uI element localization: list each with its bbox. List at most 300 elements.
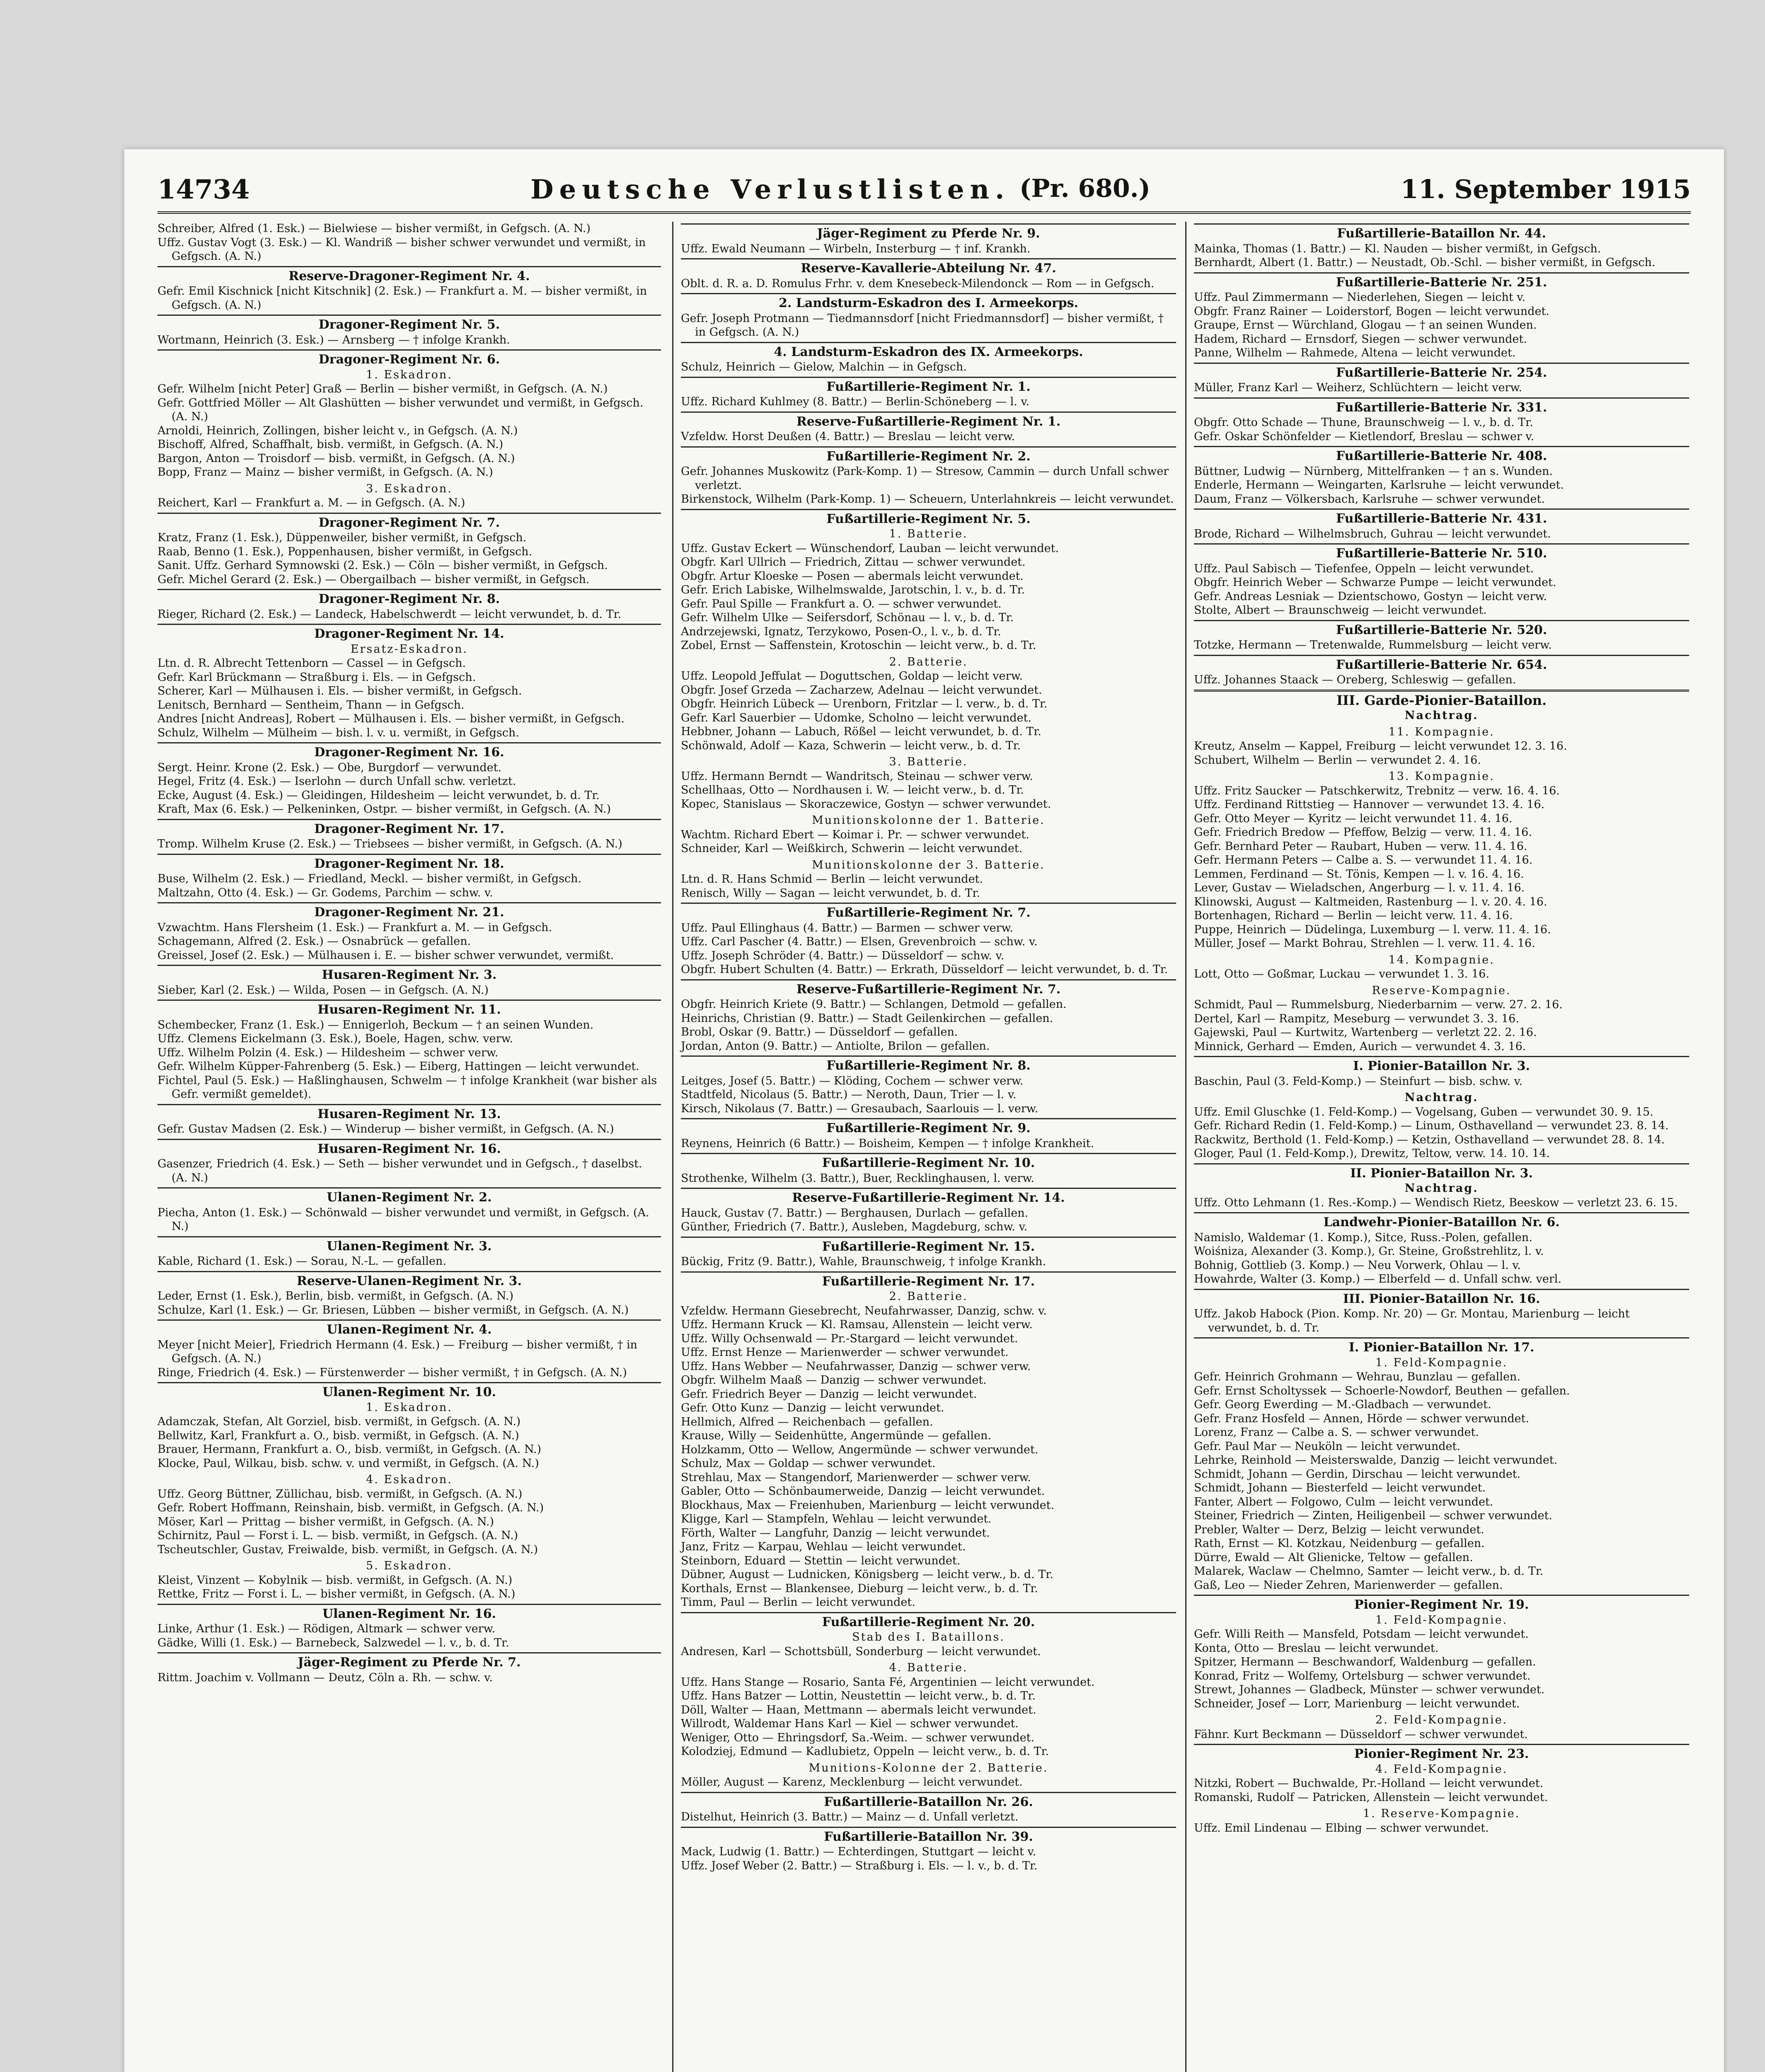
casualty-entry: Ringe, Friedrich (4. Esk.) — Fürstenwerder — bisher vermißt, † in Gefgsch. (A. N.) <box>157 1366 627 1379</box>
subunit-heading: Nachtrag. <box>1404 1182 1479 1195</box>
casualty-entry: Graupe, Ernst — Würchland, Glogau — † an seinen Wunden. <box>1194 319 1537 332</box>
casualty-entry: Gefr. Wilhelm Ulke — Seifersdorf, Schönau — l. v., b. d. Tr. <box>681 611 1014 624</box>
subunit-heading: 11. Kompagnie. <box>1388 725 1495 738</box>
casualty-entry: Schmidt, Johann — Biesterfeld — leicht verwundet. <box>1194 1481 1486 1494</box>
casualty-entry: Gefr. Andreas Lesniak — Dzientschowo, Gostyn — leicht verw. <box>1194 590 1547 603</box>
casualty-entry: Enderle, Hermann — Weingarten, Karlsruhe — leicht verwundet. <box>1194 479 1564 491</box>
section-block <box>1194 1713 1689 1741</box>
casualty-entry: Renisch, Willy — Sagan — leicht verwundet, b. d. Tr. <box>681 886 980 900</box>
unit-heading: Dragoner-Regiment Nr. 7. <box>157 513 661 530</box>
section-block <box>1194 543 1689 617</box>
casualty-entry: Brauer, Hermann, Frankfurt a. O., bisb. vermißt, in Gefgsch. (A. N.) <box>157 1443 541 1456</box>
issue-number: (Pr. 680.) <box>1019 174 1150 203</box>
section-block <box>681 509 1176 653</box>
casualty-entry: Vzwachtm. Hans Flersheim (1. Esk.) — Frankfurt a. M. — in Gefgsch. <box>157 921 552 934</box>
casualty-entry: Andrzejewski, Ignatz, Terzykowo, Posen-O., l. v., b. d. Tr. <box>681 625 1001 638</box>
section-block <box>681 755 1176 811</box>
casualty-entry: Uffz. Otto Lehmann (1. Res.-Komp.) — Wendisch Rietz, Beeskow — verletzt 23. 6. 15. <box>1194 1196 1678 1209</box>
section-block <box>157 965 661 997</box>
casualty-entry: Rittm. Joachim v. Vollmann — Deutz, Cöln a. Rh. — schw. v. <box>157 1671 493 1684</box>
section-block <box>681 1118 1176 1150</box>
casualty-entry: Kraft, Max (6. Esk.) — Pelkeninken, Ostpr. — bisher vermißt, in Gefgsch. (A. N.) <box>157 803 611 816</box>
casualty-entry: Gefr. Hermann Peters — Calbe a. S. — verwundet 11. 4. 16. <box>1194 854 1533 867</box>
section-block <box>681 411 1176 444</box>
section-block <box>157 1104 661 1136</box>
casualty-entry: Leitges, Josef (5. Battr.) — Klöding, Cochem — schwer verw. <box>681 1074 1024 1087</box>
unit-heading: Fußartillerie-Batterie Nr. 520. <box>1194 620 1689 637</box>
casualty-entry: Greissel, Josef (2. Esk.) — Mülhausen i. E. — bisher schwer verwundet, vermißt. <box>157 949 614 962</box>
casualty-entry: Uffz. Fritz Saucker — Patschkerwitz, Trebnitz — verw. 16. 4. 16. <box>1194 784 1560 797</box>
subunit-heading: Munitionskolonne der 1. Batterie. <box>812 814 1045 827</box>
casualty-entry: Heinrichs, Christian (9. Battr.) — Stadt Geilenkirchen — gefallen. <box>681 1012 1053 1025</box>
unit-heading: Fußartillerie-Batterie Nr. 408. <box>1194 446 1689 463</box>
casualty-entry: Tromp. Wilhelm Kruse (2. Esk.) — Triebsees — bisher vermißt, in Gefgsch. (A. N.) <box>157 838 622 850</box>
unit-heading: Fußartillerie-Regiment Nr. 2. <box>681 446 1176 464</box>
casualty-entry: Zobel, Ernst — Saffenstein, Krotoschin — leicht verw., b. d. Tr. <box>681 639 1036 652</box>
casualty-entry: Uffz. Georg Büttner, Züllichau, bisb. vermißt, in Gefgsch. (A. N.) <box>157 1487 523 1501</box>
casualty-entry: Schmidt, Johann — Gerdin, Dirschau — leicht verwundet. <box>1194 1467 1521 1481</box>
casualty-entry: Obgfr. Heinrich Lübeck — Urenborn, Fritzlar — l. verw., b. d. Tr. <box>681 697 1048 710</box>
casualty-entry: Sanit. Uffz. Gerhard Symnowski (2. Esk.) — Cöln — bisher vermißt, in Gefgsch. <box>157 559 608 572</box>
casualty-entry: Howahrde, Walter (3. Komp.) — Elberfeld — d. Unfall schw. verl. <box>1194 1273 1562 1285</box>
casualty-entry: Ltn. d. R. Albrecht Tettenborn — Cassel — in Gefgsch. <box>157 657 466 670</box>
casualty-entry: Gefr. Otto Meyer — Kyritz — leicht verwundet 11. 4. 16. <box>1194 812 1513 825</box>
subunit-heading: 14. Kompagnie. <box>1388 953 1495 966</box>
unit-heading: Dragoner-Regiment Nr. 5. <box>157 315 661 332</box>
section-block <box>1194 620 1689 652</box>
casualty-entry: Bargon, Anton — Troisdorf — bisb. vermißt, in Gefgsch. (A. N.) <box>157 452 515 465</box>
unit-heading: Jäger-Regiment zu Pferde Nr. 9. <box>681 223 1176 241</box>
casualty-entry: Konrad, Fritz — Wolfemy, Ortelsburg — schwer verwundet. <box>1194 1669 1531 1682</box>
unit-heading: Dragoner-Regiment Nr. 16. <box>157 742 661 760</box>
section-block <box>157 1382 661 1470</box>
unit-heading: Reserve-Dragoner-Regiment Nr. 4. <box>157 266 661 283</box>
unit-heading: III. Garde-Pionier-Bataillon. <box>1194 690 1689 708</box>
casualty-entry: Gabler, Otto — Schönbaumerweide, Danzig — leicht verwundet. <box>681 1485 1045 1498</box>
section-block <box>1194 1337 1689 1592</box>
casualty-entry: Konta, Otto — Breslau — leicht verwundet. <box>1194 1641 1439 1655</box>
casualty-entry: Uffz. Gustav Eckert — Wünschendorf, Lauban — leicht verwundet. <box>681 542 1059 555</box>
casualty-entry: Strehlau, Max — Stangendorf, Marienwerder — schwer verw. <box>681 1471 1031 1484</box>
casualty-entry: Linke, Arthur (1. Esk.) — Rödigen, Altmark — schwer verw. <box>157 1622 496 1635</box>
section-block <box>157 1559 661 1601</box>
casualty-entry: Kirsch, Nikolaus (7. Battr.) — Gresaubach, Saarlouis — l. verw. <box>681 1102 1039 1115</box>
section-block <box>681 1661 1176 1759</box>
unit-heading: Fußartillerie-Batterie Nr. 654. <box>1194 655 1689 672</box>
casualty-entry: Gefr. Robert Hoffmann, Reinshain, bisb. vermißt, in Gefgsch. (A. N.) <box>157 1501 544 1514</box>
section-block <box>681 223 1176 256</box>
section-block <box>157 1319 661 1380</box>
casualty-entry: Bischoff, Alfred, Schaffhalt, bisb. vermißt, in Gefgsch. (A. N.) <box>157 438 504 451</box>
casualty-entry: Schubert, Wilhelm — Berlin — verwundet 2. 4. 16. <box>1194 753 1481 767</box>
casualty-entry: Gefr. Otto Kunz — Danzig — leicht verwundet. <box>681 1402 944 1414</box>
casualty-entry: Kreutz, Anselm — Kappel, Freiburg — leicht verwundet 12. 3. 16. <box>1194 740 1567 753</box>
casualty-entry: Maltzahn, Otto (4. Esk.) — Gr. Godems, Parchim — schw. v. <box>157 886 493 899</box>
casualty-entry: Raab, Benno (1. Esk.), Poppenhausen, bisher vermißt, in Gefgsch. <box>157 545 533 558</box>
unit-heading: Ulanen-Regiment Nr. 2. <box>157 1187 661 1205</box>
subunit-heading: 2. Batterie. <box>889 1290 968 1303</box>
casualty-entry: Willrodt, Waldemar Hans Karl — Kiel — schwer verwundet. <box>681 1717 1019 1730</box>
unit-heading: Dragoner-Regiment Nr. 14. <box>157 624 661 641</box>
casualty-entry: Woiśniza, Alexander (3. Komp.), Gr. Steine, Großstrehlitz, l. v. <box>1194 1245 1544 1258</box>
section-block <box>157 589 661 621</box>
casualty-entry: Schönwald, Adolf — Kaza, Schwerin — leicht verw., b. d. Tr. <box>681 739 1021 752</box>
unit-heading: Fußartillerie-Regiment Nr. 5. <box>681 509 1176 526</box>
casualty-entry: Schulz, Wilhelm — Mülheim — bish. l. v. u. vermißt, in Gefgsch. <box>157 726 519 739</box>
casualty-entry: Gefr. Bernhard Peter — Raubart, Huben — verw. 11. 4. 16. <box>1194 840 1528 853</box>
casualty-entry: Klocke, Paul, Wilkau, bisb. schw. v. und vermißt, in Gefgsch. (A. N.) <box>157 1457 539 1470</box>
issue-date: 11. September 1915 <box>1400 174 1691 204</box>
subunit-heading: 2. Feld-Kompagnie. <box>1375 1714 1508 1726</box>
section-block <box>157 742 661 816</box>
subunit-heading: 13. Kompagnie. <box>1388 770 1495 783</box>
casualty-entry: Hauck, Gustav (7. Battr.) — Berghausen, Durlach — gefallen. <box>681 1206 1029 1220</box>
unit-heading: Fußartillerie-Bataillon Nr. 39. <box>681 1827 1176 1844</box>
casualty-entry: Uffz. Joseph Schröder (4. Battr.) — Düsseldorf — schw. v. <box>681 949 1005 962</box>
casualty-entry: Namislo, Waldemar (1. Komp.), Sitce, Russ.-Polen, gefallen. <box>1194 1231 1533 1244</box>
casualty-entry: Mainka, Thomas (1. Battr.) — Kl. Nauden — bisher vermißt, in Gefgsch. <box>1194 242 1601 255</box>
section-block <box>157 819 661 851</box>
casualty-entry: Nitzki, Robert — Buchwalde, Pr.-Holland — leicht verwundet. <box>1194 1777 1544 1790</box>
section-block <box>157 1000 661 1101</box>
section-block <box>1194 1091 1689 1161</box>
casualty-entry: Korthals, Ernst — Blankensee, Dieburg — leicht verw., b. d. Tr. <box>681 1582 1038 1595</box>
casualty-entry: Gefr. Johannes Muskowitz (Park-Komp. 1) — Stresow, Cammin — durch Unfall schwer verletzt. <box>681 465 1169 492</box>
subunit-heading: 4. Eskadron. <box>366 1473 453 1486</box>
unit-heading: I. Pionier-Bataillon Nr. 3. <box>1194 1056 1689 1073</box>
casualty-entry: Schulz, Max — Goldap — schwer verwundet. <box>681 1457 936 1470</box>
unit-heading: Landwehr-Pionier-Bataillon Nr. 6. <box>1194 1212 1689 1230</box>
section-block <box>681 1792 1176 1824</box>
casualty-entry: Gefr. Georg Ewerding — M.-Gladbach — verwundet. <box>1194 1398 1491 1411</box>
casualty-entry: Uffz. Carl Pascher (4. Battr.) — Elsen, Grevenbroich — schw. v. <box>681 935 1038 948</box>
casualty-entry: Schreiber, Alfred (1. Esk.) — Bielwiese — bisher vermißt, in Gefgsch. (A. N.) <box>157 222 591 235</box>
unit-heading: Fußartillerie-Regiment Nr. 9. <box>681 1118 1176 1135</box>
casualty-entry: Schulz, Heinrich — Gielow, Malchin — in Gefgsch. <box>681 361 967 373</box>
newspaper-page <box>124 149 1724 2072</box>
casualty-entry: Lehrke, Reinhold — Meisterswalde, Danzig — leicht verwundet. <box>1194 1454 1558 1467</box>
casualty-entry: Uffz. Jakob Habock (Pion. Komp. Nr. 20) — Gr. Montau, Marienburg — leicht verwundet, b. d. Tr. <box>1194 1307 1630 1334</box>
casualty-entry: Uffz. Paul Ellinghaus (4. Battr.) — Barmen — schwer verw. <box>681 921 1013 934</box>
unit-heading: Fußartillerie-Batterie Nr. 254. <box>1194 363 1689 380</box>
casualty-entry: Gefr. Gustav Madsen (2. Esk.) — Winderup — bisher vermißt, in Gefgsch. (A. N.) <box>157 1123 614 1135</box>
subunit-heading: Reserve-Kompagnie. <box>1372 984 1511 997</box>
casualty-entry: Uffz. Paul Sabisch — Tiefenfee, Oppeln — leicht verwundet. <box>1194 562 1534 575</box>
casualty-entry: Andres [nicht Andreas], Robert — Mülhausen i. Els. — bisher vermißt, in Gefgsch. <box>157 712 625 725</box>
casualty-entry: Bückig, Fritz (9. Battr.), Wahle, Braunschweig, † infolge Krankh. <box>681 1255 1046 1268</box>
casualty-entry: Rath, Ernst — Kl. Kotzkau, Neidenburg — gefallen. <box>1194 1537 1485 1550</box>
casualty-entry: Bopp, Franz — Mainz — bisher vermißt, in Gefgsch. (A. N.) <box>157 466 493 479</box>
section-block <box>1194 1289 1689 1335</box>
casualty-entry: Gefr. Richard Redin (1. Feld-Komp.) — Linum, Osthavelland — verwundet 23. 8. 14. <box>1194 1119 1669 1132</box>
casualty-entry: Gefr. Karl Sauerbier — Udomke, Scholno — leicht verwundet. <box>681 711 1031 724</box>
casualty-entry: Hadem, Richard — Ernsdorf, Siegen — schwer verwundet. <box>1194 332 1527 346</box>
casualty-entry: Uffz. Richard Kuhlmey (8. Battr.) — Berlin-Schöneberg — l. v. <box>681 395 1030 408</box>
section-block <box>681 1153 1176 1185</box>
casualty-entry: Dürre, Ewald — Alt Glienicke, Teltow — gefallen. <box>1194 1551 1473 1564</box>
casualty-entry: Romanski, Rudolf — Patricken, Allenstein — leicht verwundet. <box>1194 1791 1548 1804</box>
subunit-heading: 4. Feld-Kompagnie. <box>1375 1762 1508 1776</box>
casualty-entry: Brobl, Oskar (9. Battr.) — Düsseldorf — gefallen. <box>681 1026 958 1038</box>
subunit-heading: 1. Feld-Kompagnie. <box>1375 1613 1508 1627</box>
casualty-entry: Strewt, Johannes — Gladbeck, Münster — schwer verwundet. <box>1194 1683 1545 1696</box>
section-block <box>157 624 661 740</box>
casualty-entry: Uffz. Gustav Vogt (3. Esk.) — Kl. Wandriß — bisher schwer verwundet und vermißt, in Gefgsch. (A. N.) <box>157 236 646 263</box>
section-block <box>1194 690 1689 723</box>
section-block <box>681 293 1176 339</box>
casualty-entry: Scherer, Karl — Mülhausen i. Els. — bisher vermißt, in Gefgsch. <box>157 685 522 697</box>
casualty-entry: Baschin, Paul (3. Feld-Komp.) — Steinfurt — bisb. schw. v. <box>1194 1075 1523 1088</box>
casualty-entry: Tscheutschler, Gustav, Freiwalde, bisb. vermißt, in Gefgsch. (A. N.) <box>157 1543 538 1556</box>
casualty-entry: Minnick, Gerhard — Emden, Aurich — verwundet 4. 3. 16. <box>1194 1040 1526 1053</box>
casualty-entry: Uffz. Emil Lindenau — Elbing — schwer verwundet. <box>1194 1821 1489 1835</box>
subunit-heading: Stab des I. Bataillons. <box>852 1631 1005 1644</box>
unit-heading: Fußartillerie-Regiment Nr. 15. <box>681 1237 1176 1254</box>
casualty-entry: Gefr. Emil Kischnick [nicht Kitschnik] (2. Esk.) — Frankfurt a. M. — bisher vermißt, in Gefgsch. (A. N.) <box>157 285 647 312</box>
casualty-entry: Gefr. Erich Labiske, Wilhelmswalde, Jarotschin, l. v., b. d. Tr. <box>681 583 1025 596</box>
casualty-entry: Obgfr. Artur Kloeske — Posen — abermals leicht verwundet. <box>681 569 1024 583</box>
section-block <box>1194 223 1689 270</box>
casualty-entry: Reichert, Karl — Frankfurt a. M. — in Gefgsch. (A. N.) <box>157 496 465 509</box>
casualty-entry: Schirnitz, Paul — Forst i. L. — bisb. vermißt, in Gefgsch. (A. N.) <box>157 1529 518 1542</box>
casualty-entry: Günther, Friedrich (7. Battr.), Ausleben, Magdeburg, schw. v. <box>681 1220 1028 1233</box>
section-block <box>157 902 661 962</box>
casualty-entry: Lever, Gustav — Wieladschen, Angerburg — l. v. 11. 4. 16. <box>1194 881 1525 894</box>
unit-heading: Fußartillerie-Regiment Nr. 1. <box>681 377 1176 394</box>
subunit-heading: 2. Batterie. <box>889 655 968 668</box>
unit-heading: Fußartillerie-Bataillon Nr. 44. <box>1194 223 1689 241</box>
casualty-entry: Gefr. Willi Reith — Mansfeld, Potsdam — leicht verwundet. <box>1194 1628 1529 1641</box>
section-block <box>1194 272 1689 360</box>
section-block <box>157 854 661 900</box>
section-block <box>1194 1595 1689 1711</box>
unit-heading: Husaren-Regiment Nr. 13. <box>157 1104 661 1121</box>
unit-heading: Fußartillerie-Regiment Nr. 20. <box>681 1612 1176 1629</box>
casualty-entry: Weniger, Otto — Ehringsdorf, Sa.-Weim. — schwer verwundet. <box>681 1731 1034 1744</box>
unit-heading: Fußartillerie-Regiment Nr. 10. <box>681 1153 1176 1170</box>
casualty-entry: Ltn. d. R. Hans Schmid — Berlin — leicht verwundet. <box>681 873 983 886</box>
casualty-entry: Gefr. Gottfried Möller — Alt Glashütten — bisher verwundet und vermißt, in Gefgsch. (A. N.) <box>157 396 644 423</box>
casualty-entry: Lenitsch, Bernhard — Sentheim, Thann — in Gefgsch. <box>157 698 465 712</box>
casualty-entry: Lemmen, Ferdinand — St. Tönis, Kempen — l. v. 16. 4. 16. <box>1194 867 1524 881</box>
casualty-entry: Adamczak, Stefan, Alt Gorziel, bisb. vermißt, in Gefgsch. (A. N.) <box>157 1415 521 1428</box>
casualty-entry: Müller, Franz Karl — Weiherz, Schlüchtern — leicht verw. <box>1194 381 1522 394</box>
casualty-entry: Gasenzer, Friedrich (4. Esk.) — Seth — bisher verwundet und in Gefgsch., † daselbst. (A. N.) <box>157 1157 642 1184</box>
casualty-entry: Gefr. Karl Brückmann — Straßburg i. Els. — in Gefgsch. <box>157 670 476 684</box>
casualty-entry: Uffz. Clemens Eickelmann (3. Esk.), Boele, Hagen, schw. verw. <box>157 1032 513 1045</box>
section-block <box>681 377 1176 409</box>
casualty-entry: Obgfr. Franz Rainer — Loiderstorf, Bogen — leicht verwundet. <box>1194 305 1550 318</box>
casualty-entry: Gefr. Heinrich Grohmann — Wehrau, Bunzlau — gefallen. <box>1194 1370 1520 1383</box>
casualty-entry: Stadtfeld, Nicolaus (5. Battr.) — Neroth, Daun, Trier — l. v. <box>681 1088 1017 1101</box>
section-block <box>681 979 1176 1053</box>
subunit-heading: 4. Batterie. <box>889 1661 968 1674</box>
casualty-entry: Stolte, Albert — Braunschweig — leicht verwundet. <box>1194 604 1487 617</box>
casualty-entry: Buse, Wilhelm (2. Esk.) — Friedland, Meckl. — bisher vermißt, in Gefgsch. <box>157 872 582 885</box>
casualty-entry: Büttner, Ludwig — Nürnberg, Mittelfranken — † an s. Wunden. <box>1194 465 1553 478</box>
subunit-heading: 1. Batterie. <box>889 528 968 540</box>
casualty-entry: Rettke, Fritz — Forst i. L. — bisher vermißt, in Gefgsch. (A. N.) <box>157 1588 516 1600</box>
page-header <box>157 166 1691 214</box>
casualty-entry: Obgfr. Wilhelm Maaß — Danzig — schwer verwundet. <box>681 1374 987 1387</box>
casualty-entry: Bohnig, Gottlieb (3. Komp.) — Neu Vorwerk, Ohlau — l. v. <box>1194 1259 1521 1272</box>
casualty-entry: Uffz. Hermann Kruck — Kl. Ramsau, Allenstein — leicht verw. <box>681 1318 1033 1331</box>
section-block <box>1194 446 1689 506</box>
section-block <box>681 258 1176 290</box>
subunit-heading: Munitions-Kolonne der 2. Batterie. <box>809 1761 1048 1774</box>
section-block <box>1194 1056 1689 1088</box>
casualty-entry: Panne, Wilhelm — Rahmede, Altena — leicht verwundet. <box>1194 346 1516 359</box>
casualty-entry: Kleist, Vinzent — Kobylnik — bisb. vermißt, in Gefgsch. (A. N.) <box>157 1573 513 1587</box>
subunit-heading: 1. Eskadron. <box>366 1401 453 1414</box>
casualty-entry: Wortmann, Heinrich (3. Esk.) — Arnsberg — † infolge Krankh. <box>157 333 510 346</box>
casualty-entry: Distelhut, Heinrich (3. Battr.) — Mainz — d. Unfall verletzt. <box>681 1811 1019 1823</box>
casualty-entry: Kolodziej, Edmund — Kadlubietz, Oppeln — leicht verw., b. d. Tr. <box>681 1745 1049 1758</box>
section-block <box>681 1055 1176 1116</box>
casualty-entry: Schellhaas, Otto — Nordhausen i. W. — leicht verw., b. d. Tr. <box>681 784 1024 796</box>
section-block <box>1194 1744 1689 1804</box>
casualty-entry: Gefr. Wilhelm Küpper-Fahrenberg (5. Esk.) — Eiberg, Hattingen — leicht verwundet. <box>157 1060 639 1073</box>
section-block <box>681 1612 1176 1659</box>
casualty-entry: Gajewski, Paul — Kurtwitz, Wartenberg — verletzt 22. 2. 16. <box>1194 1026 1537 1039</box>
casualty-entry: Hellmich, Alfred — Reichenbach — gefallen. <box>681 1415 933 1428</box>
section-block <box>1194 363 1689 395</box>
casualty-entry: Gefr. Franz Hosfeld — Annen, Hörde — schwer verwundet. <box>1194 1412 1529 1425</box>
unit-heading: Jäger-Regiment zu Pferde Nr. 7. <box>157 1652 661 1670</box>
unit-heading: Reserve-Kavallerie-Abteilung Nr. 47. <box>681 258 1176 276</box>
section-block <box>1194 725 1689 767</box>
casualty-entry: Uffz. Wilhelm Polzin (4. Esk.) — Hildesheim — schwer verw. <box>157 1046 499 1059</box>
casualty-entry: Lott, Otto — Goßmar, Luckau — verwundet 1. 3. 16. <box>1194 968 1489 980</box>
unit-heading: Fußartillerie-Regiment Nr. 17. <box>681 1271 1176 1289</box>
subunit-heading: 3. Eskadron. <box>366 482 453 495</box>
casualty-entry: Mack, Ludwig (1. Battr.) — Echterdingen, Stuttgart — leicht v. <box>681 1845 1036 1858</box>
section-block <box>1194 655 1689 687</box>
casualty-entry: Fichtel, Paul (5. Esk.) — Haßlinghausen, Schwelm — † infolge Krankheit (war bisher als Gefr. vermißt gemeldet). <box>157 1074 657 1101</box>
casualty-entry: Uffz. Leopold Jeffulat — Doguttschen, Goldap — leicht verw. <box>681 670 1023 683</box>
casualty-entry: Hegel, Fritz (4. Esk.) — Iserlohn — durch Unfall schw. verletzt. <box>157 775 516 788</box>
unit-heading: Ulanen-Regiment Nr. 16. <box>157 1604 661 1621</box>
unit-heading: Dragoner-Regiment Nr. 17. <box>157 819 661 836</box>
unit-heading: Reserve-Fußartillerie-Regiment Nr. 14. <box>681 1188 1176 1205</box>
casualty-entry: Piecha, Anton (1. Esk.) — Schönwald — bisher verwundet und vermißt, in Gefgsch. (A. N.) <box>157 1206 649 1233</box>
unit-heading: Dragoner-Regiment Nr. 6. <box>157 349 661 367</box>
casualty-entry: Oblt. d. R. a. D. Romulus Frhr. v. dem Knesebeck-Milendonck — Rom — in Gefgsch. <box>681 277 1155 290</box>
casualty-entry: Sergt. Heinr. Krone (2. Esk.) — Obe, Burgdorf — verwundet. <box>157 761 502 774</box>
casualty-entry: Timm, Paul — Berlin — leicht verwundet. <box>681 1596 915 1609</box>
unit-heading: Reserve-Fußartillerie-Regiment Nr. 7. <box>681 979 1176 997</box>
subunit-heading: 5. Eskadron. <box>366 1559 453 1572</box>
casualty-entry: Lorenz, Franz — Calbe a. S. — schwer verwundet. <box>1194 1426 1479 1439</box>
section-block <box>157 482 661 510</box>
subunit-heading: Munitionskolonne der 3. Batterie. <box>812 858 1045 871</box>
casualty-entry: Möser, Karl — Prittag — bisher vermißt, in Gefgsch. (A. N.) <box>157 1515 494 1528</box>
section-block <box>1194 508 1689 541</box>
section-block <box>157 315 661 347</box>
section-block <box>681 903 1176 977</box>
casualty-entry: Gefr. Friedrich Beyer — Danzig — leicht verwundet. <box>681 1387 977 1401</box>
casualty-entry: Klinowski, August — Kaltmeiden, Rastenburg — l. v. 20. 4. 16. <box>1194 895 1547 908</box>
casualty-entry: Kopec, Stanislaus — Skoraczewice, Gostyn — schwer verwundet. <box>681 797 1051 811</box>
section-block <box>681 655 1176 753</box>
section-block <box>1194 397 1689 444</box>
unit-heading: Fußartillerie-Batterie Nr. 251. <box>1194 272 1689 290</box>
casualty-entry: Obgfr. Hubert Schulten (4. Battr.) — Erkrath, Düsseldorf — leicht verwundet, b. d. Tr. <box>681 963 1168 976</box>
casualty-entry: Uffz. Josef Weber (2. Battr.) — Straßburg i. Els. — l. v., b. d. Tr. <box>681 1859 1038 1872</box>
unit-heading: Husaren-Regiment Nr. 11. <box>157 1000 661 1017</box>
casualty-entry: Jordan, Anton (9. Battr.) — Antiolte, Brilon — gefallen. <box>681 1039 990 1053</box>
casualty-entry: Dübner, August — Ludnicken, Königsberg — leicht verw., b. d. Tr. <box>681 1568 1053 1581</box>
section-block <box>681 342 1176 374</box>
casualty-entry: Schneider, Karl — Weißkirch, Schwerin — leicht verwundet. <box>681 842 1023 855</box>
casualty-entry: Wachtm. Richard Ebert — Koimar i. Pr. — schwer verwundet. <box>681 828 1029 841</box>
casualty-entry: Obgfr. Heinrich Kriete (9. Battr.) — Schlangen, Detmold — gefallen. <box>681 998 1067 1011</box>
casualty-entry: Förth, Walter — Langfuhr, Danzig — leicht verwundet. <box>681 1526 990 1539</box>
casualty-entry: Obgfr. Heinrich Weber — Schwarze Pumpe — leicht verwundet. <box>1194 576 1557 589</box>
casualty-entry: Brode, Richard — Wilhelmsbruch, Guhrau — leicht verwundet. <box>1194 527 1551 540</box>
casualty-entry: Gloger, Paul (1. Feld-Komp.), Drewitz, Teltow, verw. 14. 10. 14. <box>1194 1147 1550 1160</box>
casualty-entry: Rieger, Richard (2. Esk.) — Landeck, Habelschwerdt — leicht verwundet, b. d. Tr. <box>157 608 622 621</box>
casualty-entry: Andresen, Karl — Schottsbüll, Sonderburg — leicht verwundet. <box>681 1645 1041 1658</box>
casualty-entry: Gaß, Leo — Nieder Zehren, Marienwerder — gefallen. <box>1194 1578 1503 1592</box>
unit-heading: I. Pionier-Bataillon Nr. 17. <box>1194 1337 1689 1355</box>
casualty-entry: Uffz. Hans Batzer — Lottin, Neustettin — leicht verw., b. d. Tr. <box>681 1690 1036 1702</box>
casualty-entry: Dertel, Karl — Rampitz, Meseburg — verwundet 3. 3. 16. <box>1194 1012 1519 1025</box>
unit-heading: Fußartillerie-Regiment Nr. 7. <box>681 903 1176 920</box>
casualty-entry: Möller, August — Karenz, Mecklenburg — leicht verwundet. <box>681 1776 1023 1789</box>
section-block <box>681 1761 1176 1789</box>
casualty-entry: Gefr. Michel Gerard (2. Esk.) — Obergailbach — bisher vermißt, in Gefgsch. <box>157 573 590 586</box>
casualty-entry: Spitzer, Hermann — Beschwandorf, Waldenburg — gefallen. <box>1194 1656 1536 1668</box>
casualty-entry: Uffz. Ewald Neumann — Wirbeln, Insterburg — † inf. Krankh. <box>681 242 1031 255</box>
section-block <box>1194 1163 1689 1210</box>
casualty-entry: Bernhardt, Albert (1. Battr.) — Neustadt, Ob.-Schl. — bisher vermißt, in Gefgsch. <box>1194 256 1656 269</box>
casualty-entry: Vzfeldw. Hermann Giesebrecht, Neufahrwasser, Danzig, schw. v. <box>681 1304 1047 1317</box>
unit-heading: Fußartillerie-Regiment Nr. 8. <box>681 1055 1176 1073</box>
casualty-entry: Uffz. Willy Ochsenwald — Pr.-Stargard — leicht verwundet. <box>681 1332 1018 1345</box>
casualty-entry: Gefr. Ernst Scholtyssek — Schoerle-Nowdorf, Beuthen — gefallen. <box>1194 1384 1570 1397</box>
casualty-entry: Hebbner, Johann — Labuch, Rößel — leicht verwundet, b. d. Tr. <box>681 725 1041 738</box>
section-block <box>157 1604 661 1650</box>
casualty-entry: Ecke, August (4. Esk.) — Gleidingen, Hildesheim — leicht verwundet, b. d. Tr. <box>157 789 600 802</box>
casualty-entry: Kratz, Franz (1. Esk.), Düppenweiler, bisher vermißt, in Gefgsch. <box>157 531 527 544</box>
casualty-entry: Gefr. Paul Spille — Frankfurt a. O. — schwer verwundet. <box>681 597 1002 610</box>
unit-heading: Dragoner-Regiment Nr. 8. <box>157 589 661 606</box>
unit-heading: Ulanen-Regiment Nr. 10. <box>157 1382 661 1399</box>
unit-heading: Fußartillerie-Bataillon Nr. 26. <box>681 1792 1176 1809</box>
section-block <box>157 1236 661 1268</box>
section-block <box>157 1139 661 1185</box>
casualty-entry: Gefr. Oskar Schönfelder — Kietlendorf, Breslau — schwer v. <box>1194 430 1534 443</box>
subunit-heading: 1. Eskadron. <box>366 368 453 381</box>
casualty-entry: Bortenhagen, Richard — Berlin — leicht verw. 11. 4. 16. <box>1194 909 1513 922</box>
casualty-entry: Malarek, Waclaw — Chelmno, Samter — leicht verw., b. d. Tr. <box>1194 1565 1544 1578</box>
casualty-entry: Schembecker, Franz (1. Esk.) — Ennigerloh, Beckum — † an seinen Wunden. <box>157 1018 594 1031</box>
unit-heading: Fußartillerie-Batterie Nr. 431. <box>1194 508 1689 526</box>
unit-heading: III. Pionier-Bataillon Nr. 16. <box>1194 1289 1689 1306</box>
casualty-entry: Daum, Franz — Völkersbach, Karlsruhe — schwer verwundet. <box>1194 492 1545 506</box>
section-block <box>157 513 661 587</box>
casualty-entry: Kligge, Karl — Stampfeln, Wehlau — leicht verwundet. <box>681 1513 992 1525</box>
unit-heading: Reserve-Ulanen-Regiment Nr. 3. <box>157 1271 661 1288</box>
section-block <box>681 858 1176 900</box>
casualty-entry: Gefr. Friedrich Bredow — Pfeffow, Belzig — verw. 11. 4. 16. <box>1194 826 1532 839</box>
casualty-entry: Schagemann, Alfred (2. Esk.) — Osnabrück — gefallen. <box>157 935 471 948</box>
unit-heading: Fußartillerie-Batterie Nr. 331. <box>1194 397 1689 415</box>
section-block <box>157 1473 661 1556</box>
casualty-entry: Schulze, Karl (1. Esk.) — Gr. Briesen, Lübben — bisher vermißt, in Gefgsch. (A. N.) <box>157 1303 629 1317</box>
casualty-entry: Gefr. Joseph Protmann — Tiedmannsdorf [nicht Friedmannsdorf] — bisher vermißt, † in Gefgsch. (A. N.) <box>681 312 1164 339</box>
